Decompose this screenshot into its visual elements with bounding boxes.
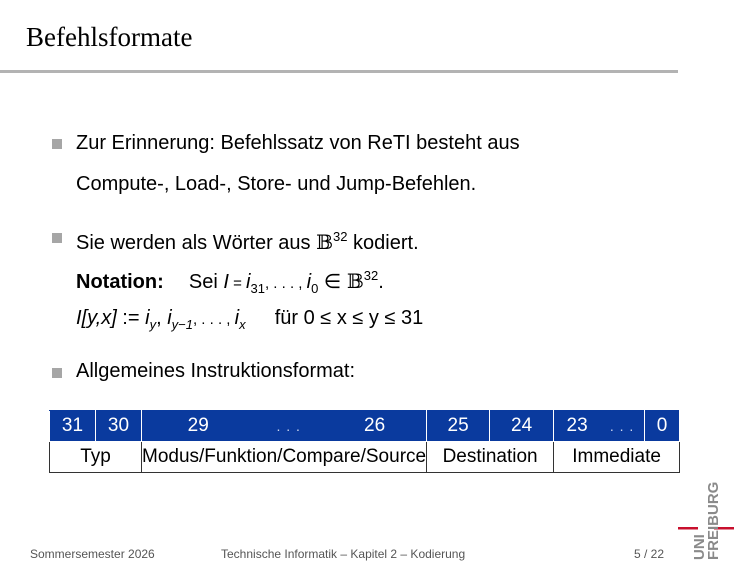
bit-29: 29 (142, 411, 255, 442)
notation-mid: , . . . , (264, 275, 307, 292)
notation-I: I (223, 271, 229, 293)
bullet-3-line: Allgemeines Instruktionsformat: (76, 360, 356, 382)
bit-31: 31 (50, 411, 96, 442)
notation-sub-0: 0 (311, 281, 319, 296)
field-immediate: Immediate (554, 442, 680, 473)
bullet-2-text-pre: Sie werden als Wörter aus (76, 232, 317, 254)
slice-sub-x: x (239, 317, 246, 332)
footer-page-number: 5 / 22 (634, 547, 665, 561)
notation-line (76, 264, 384, 301)
bullet-2-text-post: kodiert. (347, 232, 419, 254)
notation-i: i (246, 271, 251, 293)
bit-0: 0 (645, 411, 680, 442)
bit-23: 23 (554, 411, 601, 442)
boolean-set-exponent: 32 (333, 229, 348, 244)
bit-24: 24 (490, 411, 554, 442)
boolean-set-symbol: 𝔹 (316, 230, 334, 254)
notation-i0: i (306, 271, 312, 293)
title-divider (0, 70, 678, 73)
field-typ: Typ (50, 442, 142, 473)
bit-dots-1: . . . (254, 411, 323, 442)
logo-text-freiburg: FREIBURG (705, 482, 722, 560)
notation-sub-31: 31 (250, 281, 265, 296)
notation-exp: 32 (363, 268, 379, 283)
slice-condition: für 0 ≤ x ≤ y ≤ 31 (274, 307, 424, 329)
bullet-1-line-1: Zur Erinnerung: Befehlssatz von ReTI besteht aus (76, 132, 520, 154)
field-modus: Modus/Funktion/Compare/Source (142, 442, 427, 473)
notation-end: . (378, 271, 384, 293)
footer-semester: Sommersemester 2026 (30, 547, 155, 561)
uni-freiburg-logo-icon (676, 482, 736, 564)
slice-rest: , . . . , (192, 311, 235, 328)
notation-in: ∈ (318, 271, 347, 293)
bit-25: 25 (427, 411, 490, 442)
slice-lhs: I (76, 307, 82, 329)
slice-definition-line (76, 306, 423, 337)
slice-comma: , (156, 307, 168, 329)
field-name-row (50, 442, 680, 473)
page-title: Befehlsformate (26, 22, 193, 52)
slice-def: := (116, 307, 146, 329)
bullet-square-icon (52, 139, 62, 149)
notation-eq: = (228, 275, 247, 292)
footer-course: Technische Informatik – Kapitel 2 – Kodierung (221, 547, 466, 561)
slice-ix: i (234, 307, 240, 329)
bullet-square-icon (52, 368, 62, 378)
slice-iy1: i (167, 307, 172, 329)
notation-sei: Sei (188, 271, 224, 293)
slice-sub-y1: y−1 (171, 317, 193, 332)
bullet-2-line (76, 225, 419, 255)
bit-26: 26 (323, 411, 427, 442)
slice-bracket: [y,x] (81, 307, 117, 329)
notation-set: 𝔹 (346, 269, 364, 293)
logo-text-uni: UNI (691, 534, 708, 560)
slice-sub-y: y (149, 317, 157, 332)
instruction-format-table (49, 410, 680, 473)
bit-dots-2: . . . (600, 411, 645, 442)
bullet-square-icon (52, 233, 62, 243)
slice-iy: i (145, 307, 150, 329)
bit-30: 30 (96, 411, 142, 442)
field-destination: Destination (427, 442, 554, 473)
bit-index-row (50, 411, 680, 442)
bullet-1-line-2: Compute-, Load-, Store- und Jump-Befehlen. (76, 173, 477, 195)
notation-label: Notation: (76, 271, 164, 293)
